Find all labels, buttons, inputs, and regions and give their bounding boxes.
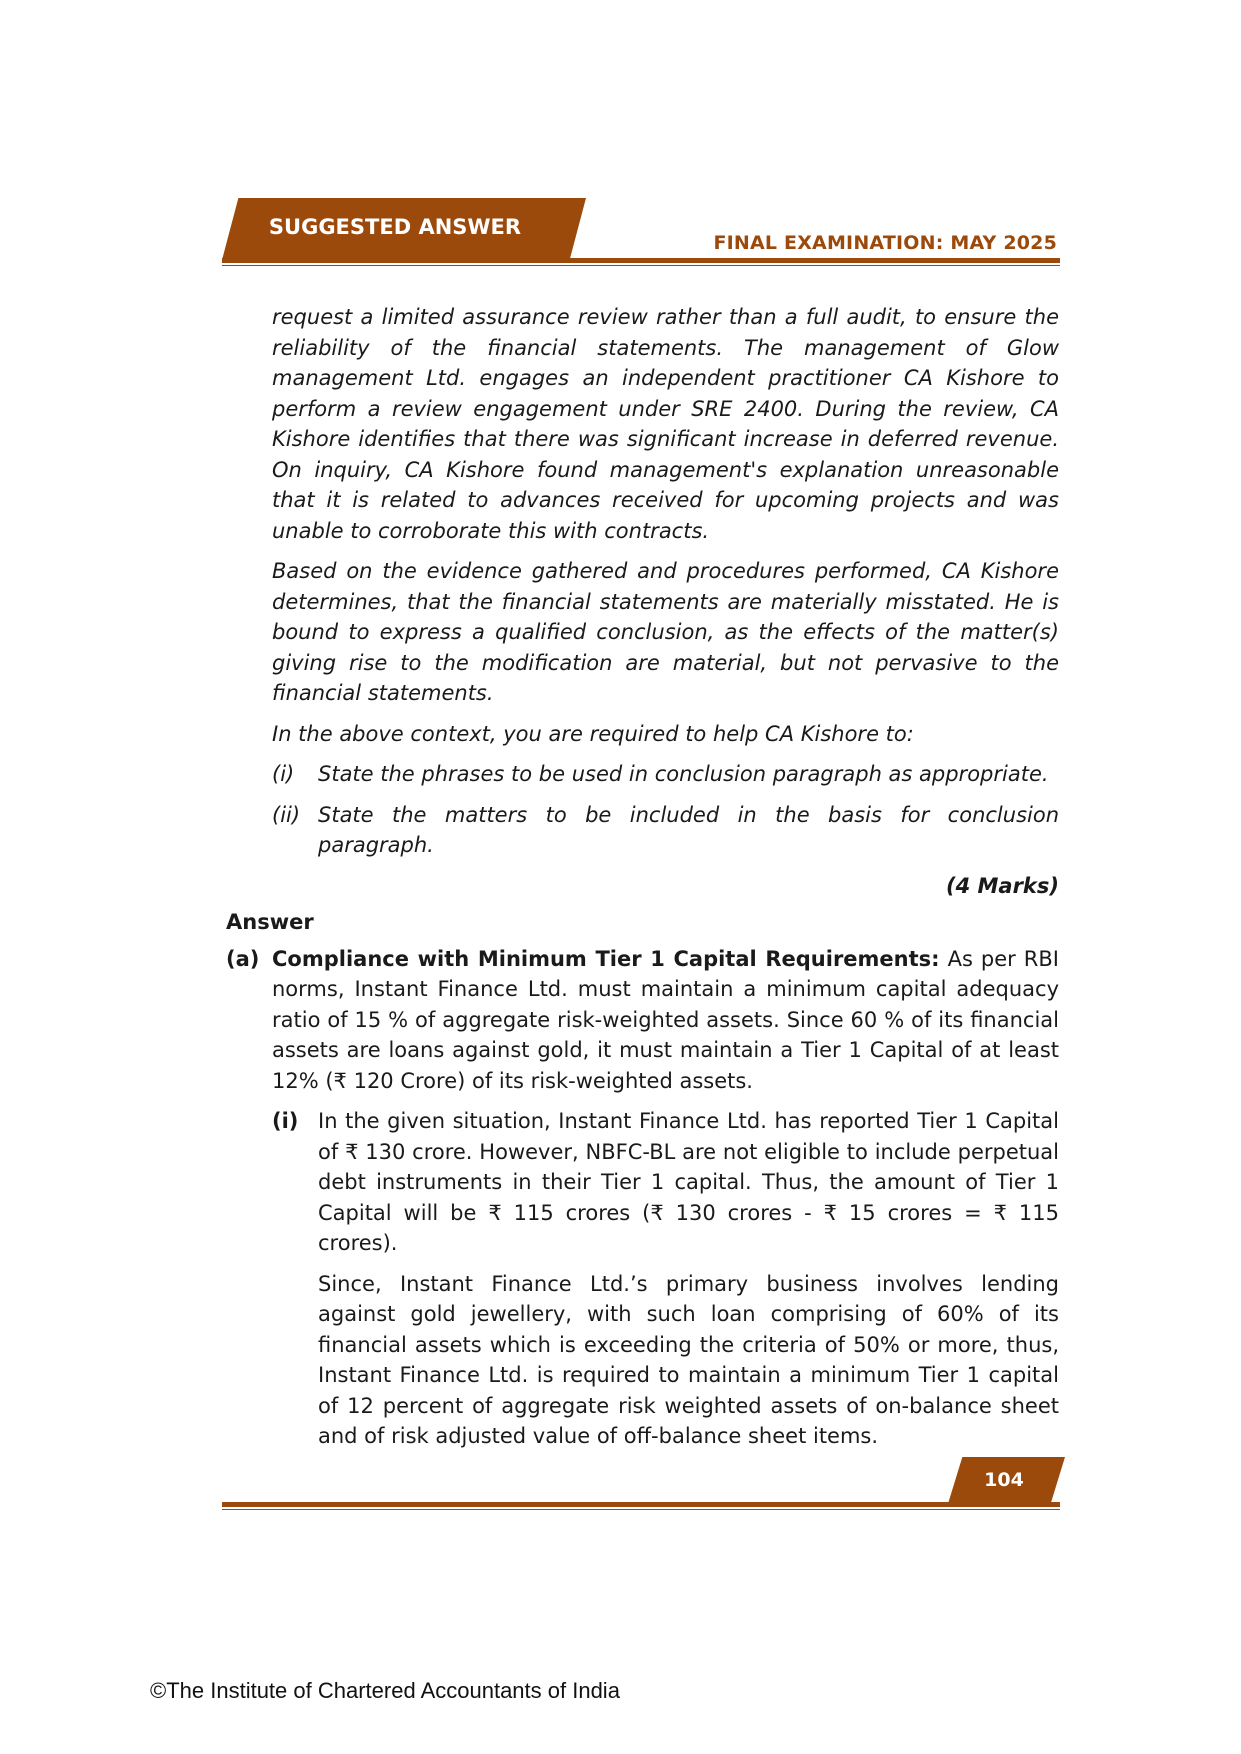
header-tab-label: SUGGESTED ANSWER xyxy=(268,215,522,239)
footer-rule xyxy=(222,1502,1060,1507)
answer-sub-item xyxy=(272,1106,1059,1462)
sub-item-body xyxy=(318,1106,1059,1462)
marks-label: (4 Marks) xyxy=(945,873,1059,898)
exam-title: FINAL EXAMINATION: MAY 2025 xyxy=(713,232,1057,254)
footer-rule-thin xyxy=(222,1509,1060,1510)
question-paragraph: request a limited assurance review rather than a full audit, to ensure the reliability of the financial statements. The management of Glow management Ltd. engages an independent practitioner CA Kishore to perform a review engagement under SRE 2400. During the review, CA Kishore identifies that there was significant increase in deferred revenue. On inquiry, CA Kishore found management's explanation unreasonable that it is related to advances received for upcoming projects and was unable to corroborate this with contracts. xyxy=(272,305,1059,543)
answer-item-body xyxy=(272,944,1059,1462)
question-paragraph: Based on the evidence gathered and procedures performed, CA Kishore determines, that the financial statements are materially misstated. He is bound to express a qualified conclusion, as the effects of the matter(s) giving rise to the modification are material, but not pervasive to the financial statements. xyxy=(272,559,1059,705)
answer-heading: Answer xyxy=(226,910,314,934)
question-item-text: State the matters to be included in the basis for conclusion paragraph. xyxy=(318,802,1059,857)
question-item xyxy=(272,800,1059,861)
question-item-text: State the phrases to be used in conclusion paragraph as appropriate. xyxy=(318,762,1049,786)
answer-item-number: (a) xyxy=(226,946,260,971)
page-number: 104 xyxy=(984,1469,1024,1491)
header-rule xyxy=(222,258,1060,263)
sub-item-paragraph: Since, Instant Finance Ltd.’s primary business involves lending against gold jewellery, with such loan comprising of 60% of its financial assets which is exceeding the criteria of 50% or more, thus, Instant Finance Ltd. is required to maintain a minimum Tier 1 capital of 12 percent of aggregate risk weighted assets of on-balance sheet and of risk adjusted value of off-balance sheet items. xyxy=(318,1271,1059,1448)
question-item xyxy=(272,759,1059,790)
question-item-number: (i) xyxy=(272,762,295,786)
question-block xyxy=(272,302,1059,861)
sub-item-number: (i) xyxy=(272,1109,299,1133)
question-paragraph: In the above context, you are required to help CA Kishore to: xyxy=(272,721,914,746)
answer-item-title: Compliance with Minimum Tier 1 Capital Requirements: xyxy=(272,946,940,971)
answer-item-text: As per RBI norms, Instant Finance Ltd. must maintain a minimum capital adequacy ratio of 15 % of aggregate risk-weighted assets. Since 60 % of its financial assets are loans against gold, it must maintain a Tier 1 Capital of at least 12% (₹ 120 Crore) of its risk-weighted assets. xyxy=(272,946,1059,1093)
page-content xyxy=(226,302,1059,1462)
question-item-number: (ii) xyxy=(272,802,301,827)
answer-item-a xyxy=(226,944,1059,1462)
header-rule-thin xyxy=(222,265,1060,266)
sub-item-paragraph: In the given situation, Instant Finance Ltd. has reported Tier 1 Capital of ₹ 130 crore. However, NBFC-BL are not eligible to include perpetual debt instruments in their Tier 1 capital. Thus, the amount of Tier 1 Capital will be ₹ 115 crores (₹ 130 crores - ₹ 15 crores = ₹ 115 crores). xyxy=(318,1109,1059,1255)
copyright-footer: ©The Institute of Chartered Accountants of India xyxy=(150,1678,620,1703)
answer-paragraph xyxy=(272,944,1059,1097)
